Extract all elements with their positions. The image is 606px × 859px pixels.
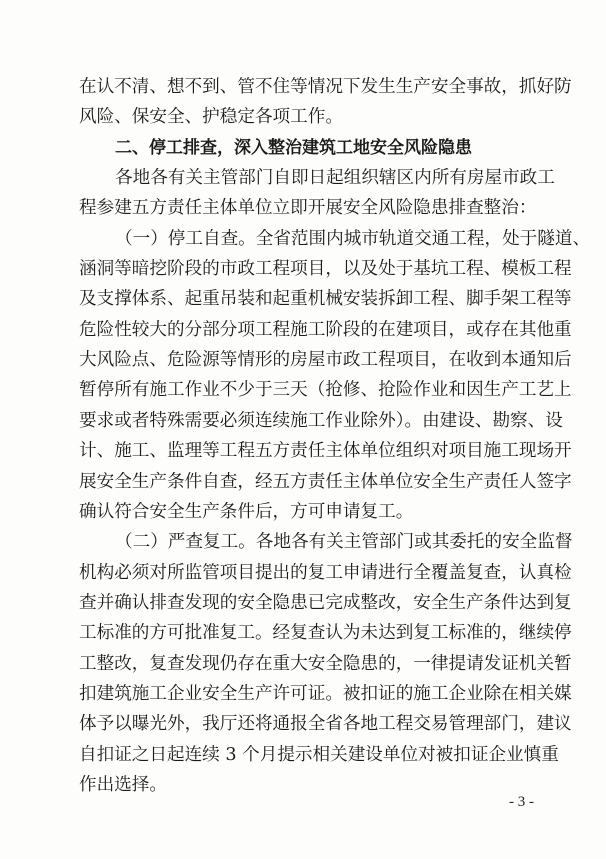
text-line: 及支撑体系、起重吊装和起重机械安装拆卸工程、脚手架工程等	[79, 289, 572, 309]
text-line: 作出选择。	[79, 775, 167, 795]
text-line: （二）严查复工。各地各有关主管部门或其委托的安全监督	[115, 532, 573, 552]
text-line: 危险性较大的分部分项工程施工阶段的在建项目，或存在其他重	[79, 320, 572, 340]
text-line: 扣建筑施工企业安全生产许可证。被扣证的施工企业除在相关媒	[79, 684, 572, 704]
section-heading: 二、停工排查，深入整治建筑工地安全风险隐患	[115, 138, 472, 158]
text-line: 涵洞等暗挖阶段的市政工程项目，以及处于基坑工程、模板工程	[79, 259, 572, 279]
text-line: 计、施工、监理等工程五方责任主体单位组织对项目施工现场开	[79, 441, 572, 461]
text-line: 大风险点、危险源等情形的房屋市政工程项目，在收到本通知后	[79, 350, 572, 370]
text-line: 暂停所有施工作业不少于三天（抢修、抢险作业和因生产工艺上	[79, 380, 572, 400]
text-line: 各地各有关主管部门自即日起组织辖区内所有房屋市政工	[115, 168, 555, 188]
text-line: 程参建五方责任主体单位立即开展安全风险隐患排查整治：	[79, 198, 537, 218]
page-number: - 3 -	[509, 794, 534, 810]
text-line: 工标准的方可批准复工。经复查认为未达到复工标准的，继续停	[79, 623, 572, 643]
text-line: 风险、保安全、护稳定各项工作。	[79, 107, 343, 127]
text-line: 体予以曝光外，我厅还将通报全省各地工程交易管理部门，建议	[79, 714, 572, 734]
text-line: 工整改，复查发现仍存在重大安全隐患的，一律提请发证机关暂	[79, 654, 572, 674]
text-line: 要求或者特殊需要必须连续施工作业除外）。由建设、勘察、设	[79, 411, 563, 431]
text-line: 展安全生产条件自查，经五方责任主体单位安全生产责任人签字	[79, 472, 572, 492]
text-line: 查并确认排查发现的安全隐患已完成整改，安全生产条件达到复	[79, 593, 572, 613]
text-line: 在认不清、想不到、管不住等情况下发生生产安全事故，抓好防	[79, 77, 572, 97]
text-line: 机构必须对所监管项目提出的复工申请进行全覆盖复查，认真检	[79, 563, 572, 583]
text-line: 自扣证之日起连续 3 个月提示相关建设单位对被扣证企业慎重	[79, 745, 559, 765]
text-line: （一）停工自查。全省范围内城市轨道交通工程，处于隧道、	[115, 229, 591, 249]
text-line: 确认符合安全生产条件后，方可申请复工。	[79, 502, 414, 522]
